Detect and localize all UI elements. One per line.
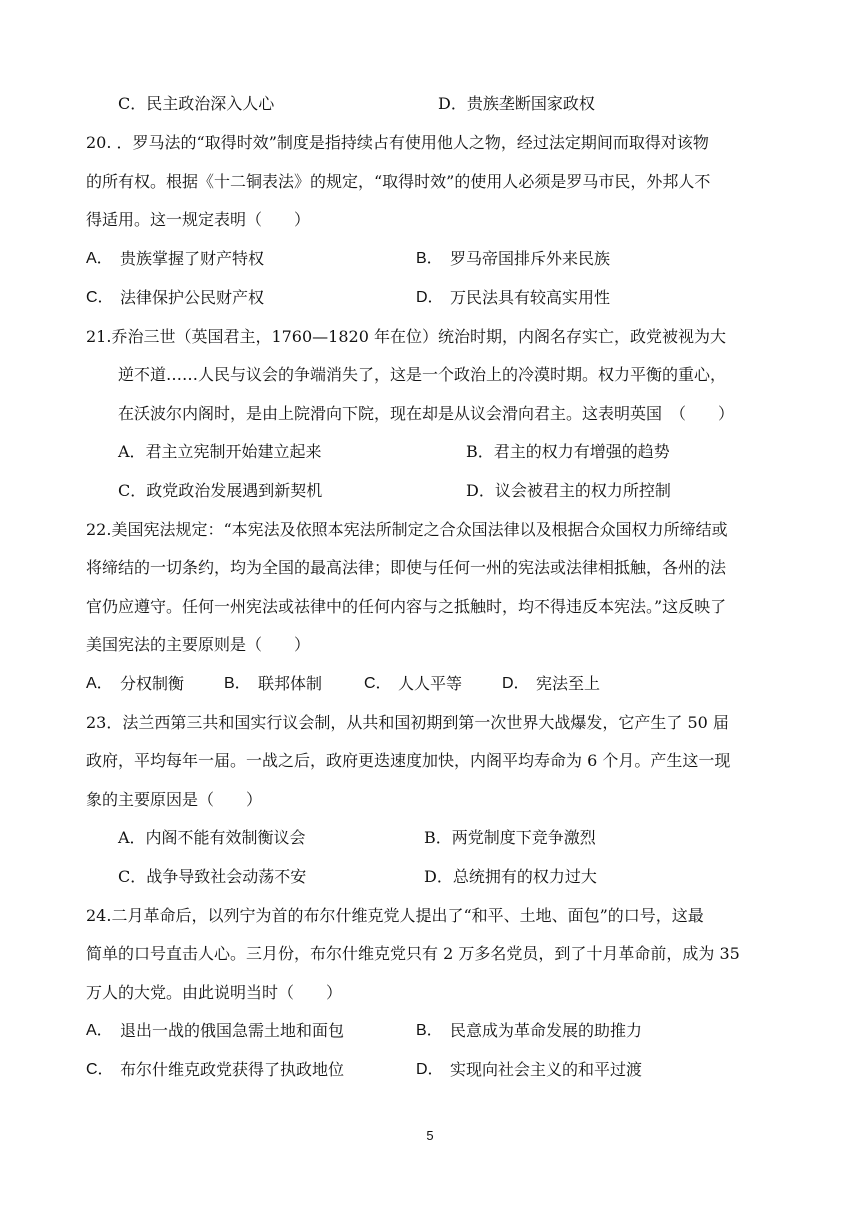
- q24-stem-line-3: 万人的大党。由此说明当时（ ）: [86, 983, 343, 1002]
- q24-option-a-text: 退出一战的俄国急需土地和面包: [120, 1021, 345, 1040]
- q22-stem-line-4: 美国宪法的主要原则是（ ）: [86, 635, 311, 654]
- q22-option-a-letter: A．: [86, 675, 113, 692]
- q20-option-c-text: 法律保护公民财产权: [120, 288, 265, 307]
- q22-option-d-text: 宪法至上: [536, 674, 601, 693]
- q24-option-b-text: 民意成为革命发展的助推力: [450, 1021, 643, 1040]
- q23-stem-line-2: 政府，平均每年一届。一战之后，政府更迭速度加快，内阁平均寿命为 6 个月。产生这一现: [86, 751, 731, 770]
- q22-stem-line-3: 官仍应遵守。任何一州宪法或祛律中的任何内容与之抵触时，均不得违反本宪法。”这反映了: [86, 597, 727, 616]
- q20-option-a-letter: A．: [86, 250, 113, 267]
- q23-option-a: A．内阁不能有效制衡议会: [118, 828, 306, 847]
- q20-option-d-text: 万民法具有较高实用性: [450, 288, 611, 307]
- page-number: 5: [426, 1128, 434, 1143]
- q21-stem-line-3: 在沃波尔内阁时，是由上院滑向下院，现在却是从议会滑向君主。这表明英国 （ ）: [118, 404, 735, 423]
- q20-stem-line-3: 得适用。这一规定表明（ ）: [86, 210, 311, 229]
- q24-stem-line-2: 简单的口号直击人心。三月份，布尔什维克党只有 2 万多名党员，到了十月革命前，成为 35: [86, 944, 740, 963]
- q20-option-b-text: 罗马帝国排斥外来民族: [450, 249, 611, 268]
- q22-option-d-letter: D．: [502, 675, 530, 692]
- q21-stem-line-1: 21.乔治三世（英国君主，1760—1820 年在位）统治时期，内阁名存实亡，政党被视为大: [86, 327, 726, 346]
- q24-option-c-text: 布尔什维克政党获得了执政地位: [120, 1060, 345, 1079]
- q22-option-b-text: 联邦体制: [258, 674, 323, 693]
- q24-stem-line-1: 24.二月革命后，以列宁为首的布尔什维克党人提出了“和平、土地、面包”的口号，这最: [86, 906, 704, 925]
- q23-option-c: C．战争导致社会动荡不安: [118, 867, 307, 886]
- q24-option-c-letter: C．: [86, 1061, 114, 1078]
- q24-option-d-text: 实现向社会主义的和平过渡: [450, 1060, 643, 1079]
- q23-option-d: D．总统拥有的权力过大: [424, 867, 597, 886]
- q19-option-d: D．贵族垄断国家政权: [438, 94, 595, 113]
- q21-option-c: C．政党政治发展遇到新契机: [118, 481, 323, 500]
- q20-option-d-letter: D．: [416, 289, 444, 306]
- q22-option-c-letter: C．: [364, 675, 392, 692]
- q22-stem-line-1: 22.美国宪法规定：“本宪法及依照本宪法所制定之合众国法律以及根据合众国权力所缔结或: [86, 520, 728, 539]
- q24-option-d-letter: D．: [416, 1061, 444, 1078]
- q24-option-b-letter: B．: [416, 1022, 443, 1039]
- q21-option-b: B．君主的权力有增强的趋势: [466, 442, 670, 461]
- q23-stem-line-1: 23．法兰西第三共和国实行议会制，从共和国初期到第一次世界大战爆发，它产生了 50 届: [86, 713, 729, 732]
- q20-option-c-letter: C．: [86, 289, 114, 306]
- q20-stem-line-1: 20. ．罗马法的“取得时效”制度是指持续占有使用他人之物，经过法定期间而取得对该物: [86, 133, 709, 152]
- q23-stem-line-3: 象的主要原因是（ ）: [86, 790, 263, 809]
- q20-option-b-letter: B．: [416, 250, 443, 267]
- q22-option-b-letter: B．: [224, 675, 251, 692]
- q24-option-a-letter: A．: [86, 1022, 113, 1039]
- q21-option-d: D．议会被君主的权力所控制: [466, 481, 671, 500]
- q21-option-a: A．君主立宪制开始建立起来: [118, 442, 322, 461]
- q22-option-a-text: 分权制衡: [120, 674, 185, 693]
- q22-stem-line-2: 将缔结的一切条约，均为全国的最高法律；即使与任何一州的宪法或法律相抵触，各州的法: [86, 558, 727, 577]
- q22-option-c-text: 人人平等: [398, 674, 463, 693]
- q21-stem-line-2: 逆不道……人民与议会的争端消失了，这是一个政治上的冷漠时期。权力平衡的重心，: [118, 365, 727, 384]
- q20-stem-line-2: 的所有权。根据《十二铜表法》的规定，“取得时效”的使用人必须是罗马市民，外邦人不: [86, 172, 711, 191]
- q20-option-a-text: 贵族掌握了财产特权: [120, 249, 265, 268]
- q19-option-c: C．民主政治深入人心: [118, 94, 275, 113]
- q23-option-b: B．两党制度下竞争激烈: [424, 828, 596, 847]
